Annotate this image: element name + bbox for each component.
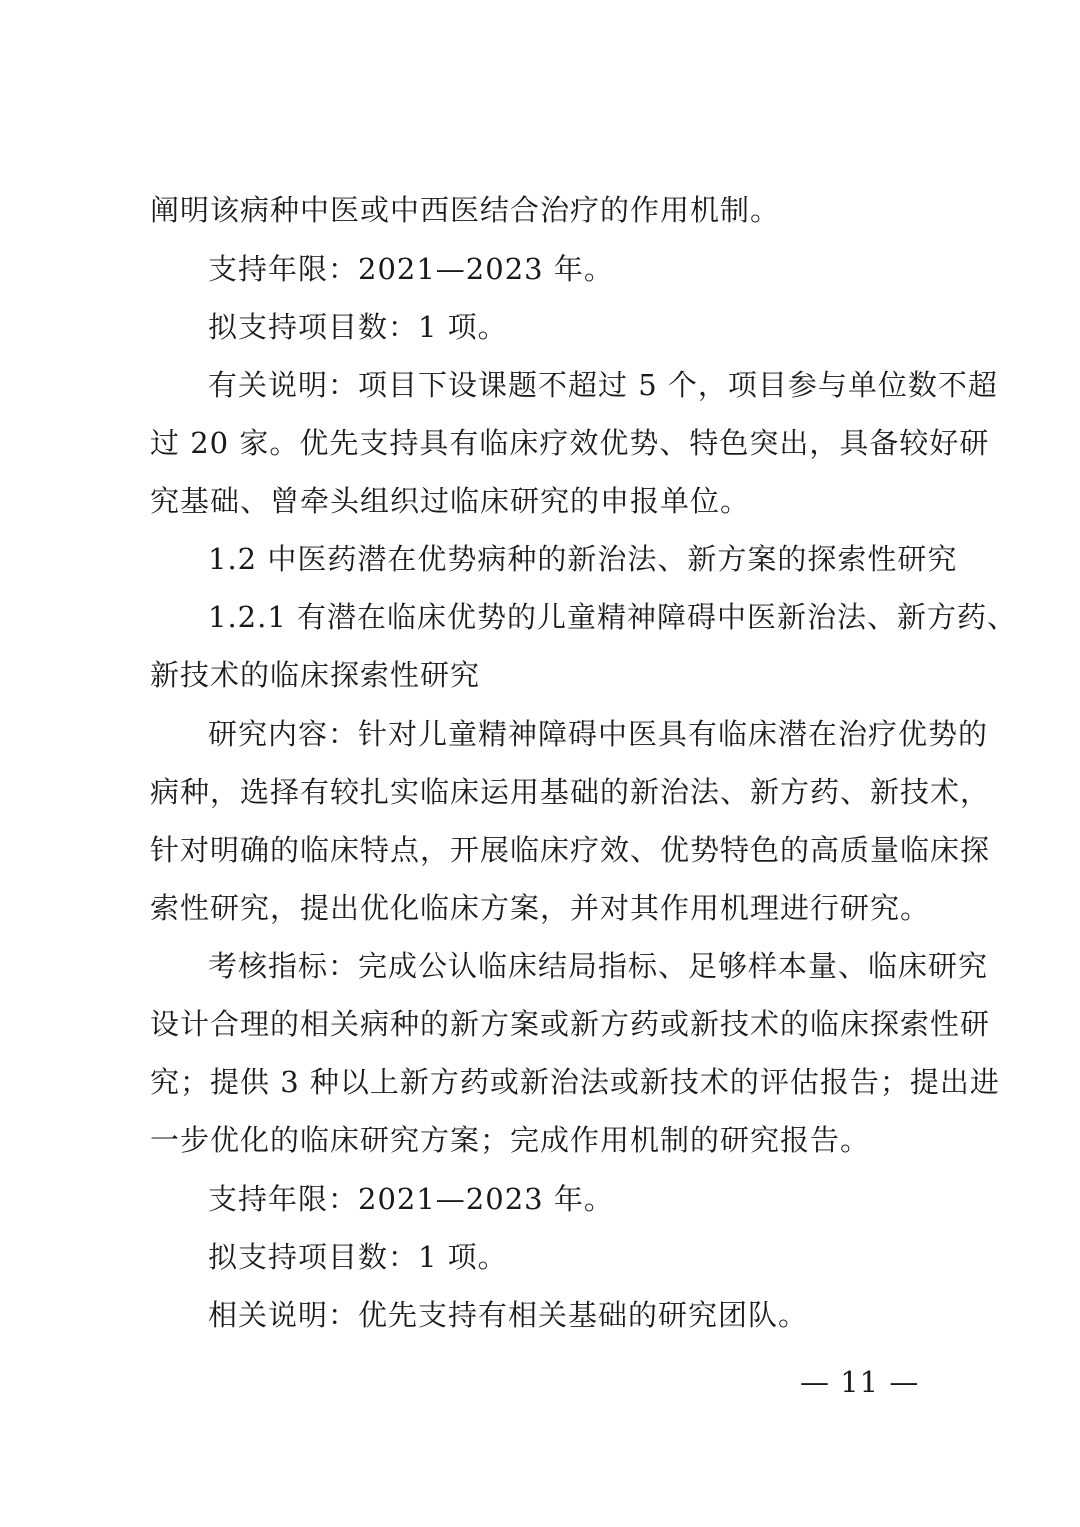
text-line: 拟支持项目数：1 项。 bbox=[208, 1240, 508, 1274]
text-line: 有关说明：项目下设课题不超过 5 个，项目参与单位数不超 bbox=[208, 368, 998, 402]
section-heading: 1.2 中医药潜在优势病种的新治法、新方案的探索性研究 bbox=[208, 542, 958, 576]
page-number: — 11 — bbox=[800, 1365, 920, 1399]
text-line: 拟支持项目数：1 项。 bbox=[208, 310, 508, 344]
text-line: 阐明该病种中医或中西医结合治疗的作用机制。 bbox=[150, 193, 781, 227]
text-line: 考核指标：完成公认临床结局指标、足够样本量、临床研究 bbox=[208, 949, 989, 983]
text-line: 支持年限：2021—2023 年。 bbox=[208, 252, 614, 286]
text-line: 相关说明：优先支持有相关基础的研究团队。 bbox=[208, 1298, 809, 1332]
text-line: 过 20 家。优先支持具有临床疗效优势、特色突出，具备较好研 bbox=[150, 426, 990, 460]
text-line: 病种，选择有较扎实临床运用基础的新治法、新方药、新技术， bbox=[150, 775, 991, 809]
text-line: 究；提供 3 种以上新方药或新治法或新技术的评估报告；提出进 bbox=[150, 1065, 1000, 1099]
text-line: 索性研究，提出优化临床方案，并对其作用机理进行研究。 bbox=[150, 891, 931, 925]
text-line: 研究内容：针对儿童精神障碍中医具有临床潜在治疗优势的 bbox=[208, 717, 989, 751]
text-line: 究基础、曾牵头组织过临床研究的申报单位。 bbox=[150, 484, 751, 518]
text-line: 针对明确的临床特点，开展临床疗效、优势特色的高质量临床探 bbox=[150, 833, 991, 867]
subsection-heading: 1.2.1 有潜在临床优势的儿童精神障碍中医新治法、新方药、 bbox=[208, 600, 1018, 634]
text-line: 设计合理的相关病种的新方案或新方药或新技术的临床探索性研 bbox=[150, 1007, 991, 1041]
text-line: 支持年限：2021—2023 年。 bbox=[208, 1182, 614, 1216]
subsection-heading-continued: 新技术的临床探索性研究 bbox=[150, 658, 481, 692]
text-line: 一步优化的临床研究方案；完成作用机制的研究报告。 bbox=[150, 1123, 871, 1157]
